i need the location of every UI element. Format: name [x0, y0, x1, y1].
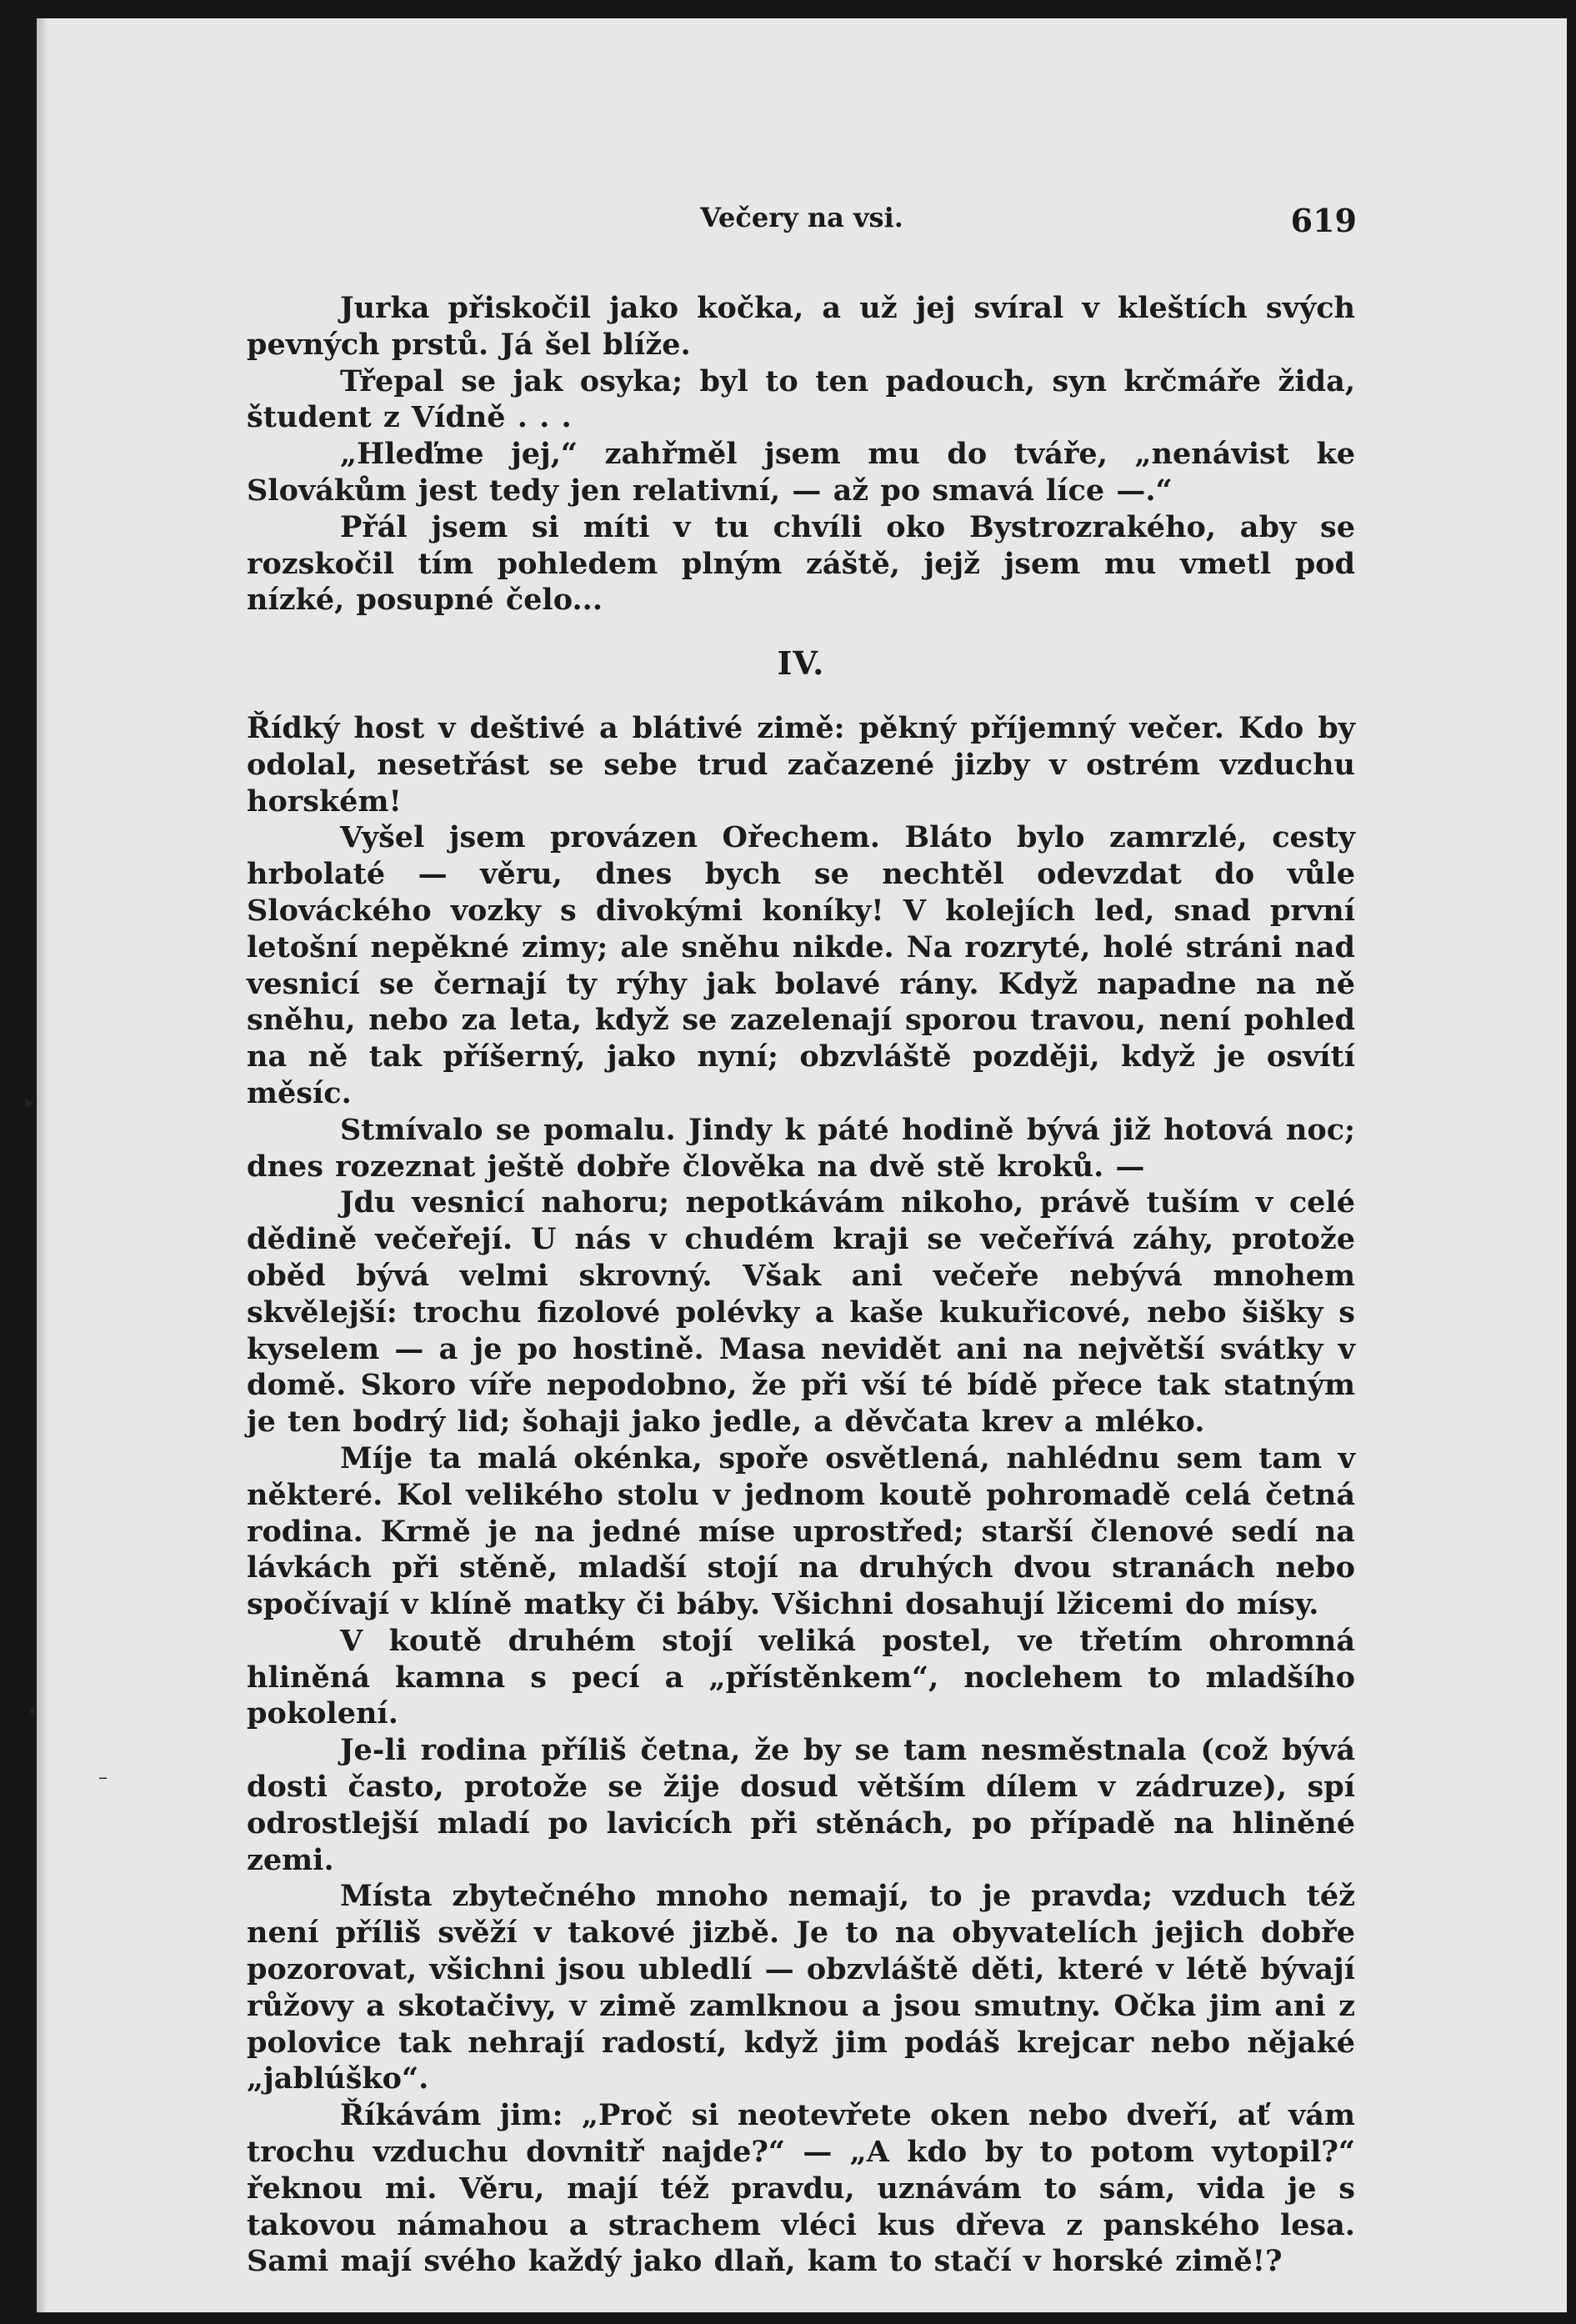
paragraph: Jurka přiskočil jako kočka, a už jej svíral v kleštích svých pevných prstů. Já šel blíže. [247, 291, 1355, 362]
book-page [25, 18, 1567, 2312]
running-title: Večery na vsi. [700, 202, 903, 233]
paragraph: Místa zbytečného mnoho nemají, to je pravda; vzduch též není příliš svěží v takové jizbě. Je to na obyvatelích jejich dobře pozorovat, všichni jsou ubledlí — obzvláště děti, které v létě bývají růžovy a skotačivy, v zimě zamlknou a jsou smutny. Očka jim ani z polovice tak nehrají radostí, když jim podáš krejcar nebo nějaké „jablúško“. [247, 1879, 1355, 2096]
paragraph: Míje ta malá okénka, spoře osvětlená, nahlédnu sem tam v některé. Kol velikého stolu v jednom koutě pohromadě celá četná rodina. Krmě je na jedné míse uprostřed; starší členové sedí na lávkách při stěně, mladší stojí na druhých dvou stranách nebo spočívají v klíně matky či báby. Všichni dosahují lžicemi do mísy. [247, 1440, 1355, 1622]
paragraph: Stmívalo se pomalu. Jindy k páté hodině bývá již hotová noc; dnes rozeznat ještě dobře člověka na dvě stě kroků. — [247, 1112, 1355, 1184]
page-binding-shadow [37, 18, 48, 2312]
margin-mark-icon: • [27, 1702, 38, 1723]
margin-mark-icon: ▸ [25, 1092, 35, 1113]
paragraph: V koutě druhém stojí veliká postel, ve třetím ohromná hliněná kamna s pecí a „přístěnkem“, noclehem to mladšího pokolení. [247, 1623, 1355, 1731]
section-one [247, 290, 1355, 619]
paragraph: Třepal se jak osyka; byl to ten padouch, syn krčmáře žida, študent z Vídně . . . [247, 363, 1355, 435]
margin-dash-icon: – [98, 1767, 108, 1788]
paragraph: Přál jsem si míti v tu chvíli oko Bystrozrakého, aby se rozskočil tím pohledem plným záště, jejž jsem mu vmetl pod nízké, posupné čelo... [247, 509, 1355, 618]
paragraph: „Hleďme jej,“ zahřměl jsem mu do tváře, „nenávist ke Slovákům jest tedy jen relativní, — až po smavá líce —.“ [247, 437, 1355, 508]
page-number: 619 [1290, 202, 1357, 239]
section-two [247, 710, 1355, 2280]
paragraph: Říkávám jim: „Proč si neotevřete oken nebo dveří, ať vám trochu vzduchu dovnitř najde?“ — „A kdo by to potom vytopil?“ řeknou mi. Věru, mají též pravdu, uznávám to sám, vida je s takovou námahou a strachem vléci kus dřeva z panského lesa. Sami mají svého každý jako dlaň, kam to stačí v horské zimě!? [247, 2098, 1355, 2279]
paragraph: Vyšel jsem provázen Ořechem. Bláto bylo zamrzlé, cesty hrbolaté — věru, dnes bych se nechtěl odevzdat do vůle Slováckého vozky s divokými koníky! V kolejích led, snad první letošní nepěkné zimy; ale sněhu nikde. Na rozryté, holé stráni nad vesnicí se černají ty rýhy jak bolavé rány. Když napadne na ně sněhu, nebo za leta, když se zazelenají sporou travou, není pohled na ně tak příšerný, jako nyní; obzvláště později, když je osvítí měsíc. [247, 820, 1355, 1110]
page-header [37, 193, 1567, 243]
section-heading: IV. [777, 644, 825, 683]
paragraph: Je-li rodina příliš četna, že by se tam nesměstnala (což bývá dosti často, protože se žije dosud větším dílem v zádruze), spí odrostlejší mladí po lavicích při stěnách, po případě na hliněné zemi. [247, 1733, 1355, 1877]
paragraph: Jdu vesnicí nahoru; nepotkávám nikoho, právě tuším v celé dědině večeřejí. U nás v chudém kraji se večeřívá záhy, protože oběd bývá velmi skrovný. Však ani večeře nebývá mnohem skvělejší: trochu fizolové polévky a kaše kukuřicové, nebo šišky s kyselem — a je po hostině. Masa nevidět ani na největší svátky v domě. Skoro víře nepodobno, že při vší té bídě přece tak statným je ten bodrý lid; šohaji jako jedle, a děvčata krev a mléko. [247, 1185, 1355, 1440]
paragraph: Řídký host v deštivé a blátivé zimě: pěkný příjemný večer. Kdo by odolal, nesetřást se sebe trud začazené jizby v ostrém vzduchu horském! [247, 710, 1355, 819]
body-text [247, 290, 1355, 2280]
